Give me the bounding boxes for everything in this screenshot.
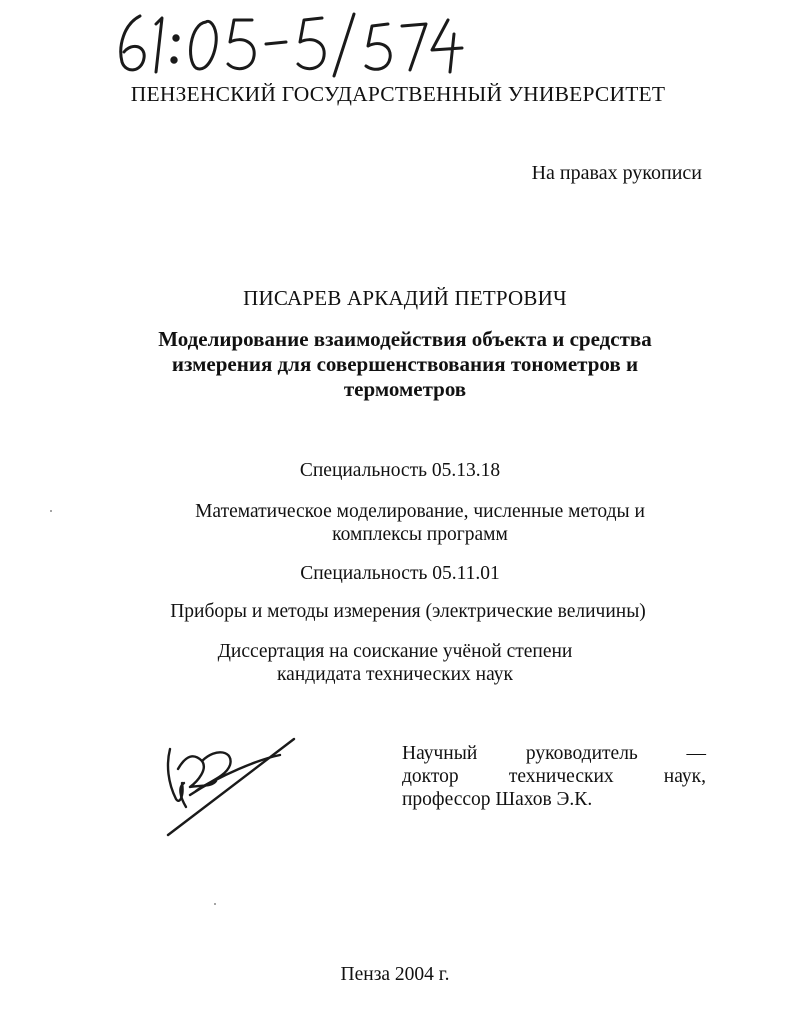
- advisor-line: Научный руководитель —: [402, 743, 706, 764]
- specialty-description-1: [150, 500, 690, 546]
- degree-statement: [170, 640, 620, 686]
- specialty-description-2: Приборы и методы измерения (электрические величины): [170, 601, 646, 622]
- degree-line: Диссертация на соискание учёной степени: [217, 641, 573, 662]
- specialty-description-line: комплексы программ: [332, 524, 508, 545]
- title-line: Моделирование взаимодействия объекта и средства: [158, 327, 652, 351]
- title-line: термометров: [343, 377, 467, 401]
- manuscript-rights-note: На правах рукописи: [531, 162, 702, 184]
- handwritten-stamp-drawing: [110, 10, 470, 80]
- author-name: ПИСАРЕВ АРКАДИЙ ПЕТРОВИЧ: [243, 286, 567, 310]
- handwritten-archive-code: [110, 10, 470, 80]
- advisor-line: доктор технических наук,: [402, 766, 706, 787]
- university-name: ПЕНЗЕНСКИЙ ГОСУДАРСТВЕННЫЙ УНИВЕРСИТЕТ: [130, 82, 666, 106]
- scan-speck: [214, 903, 216, 905]
- title-line: измерения для совершенствования тонометров и: [171, 352, 639, 376]
- city-and-year: Пенза 2004 г.: [340, 964, 450, 985]
- dissertation-title: [100, 327, 710, 402]
- scientific-advisor: [402, 742, 706, 811]
- advisor-line: профессор Шахов Э.К.: [402, 789, 593, 810]
- scan-speck: [50, 510, 52, 512]
- specialty-code-2: Специальность 05.11.01: [300, 563, 500, 584]
- specialty-description-line: Математическое моделирование, численные методы и: [195, 501, 645, 522]
- specialty-code-1: Специальность 05.13.18: [299, 460, 501, 481]
- degree-line: кандидата технических наук: [277, 664, 513, 685]
- signature-drawing: [150, 725, 310, 845]
- advisor-signature: [150, 725, 310, 845]
